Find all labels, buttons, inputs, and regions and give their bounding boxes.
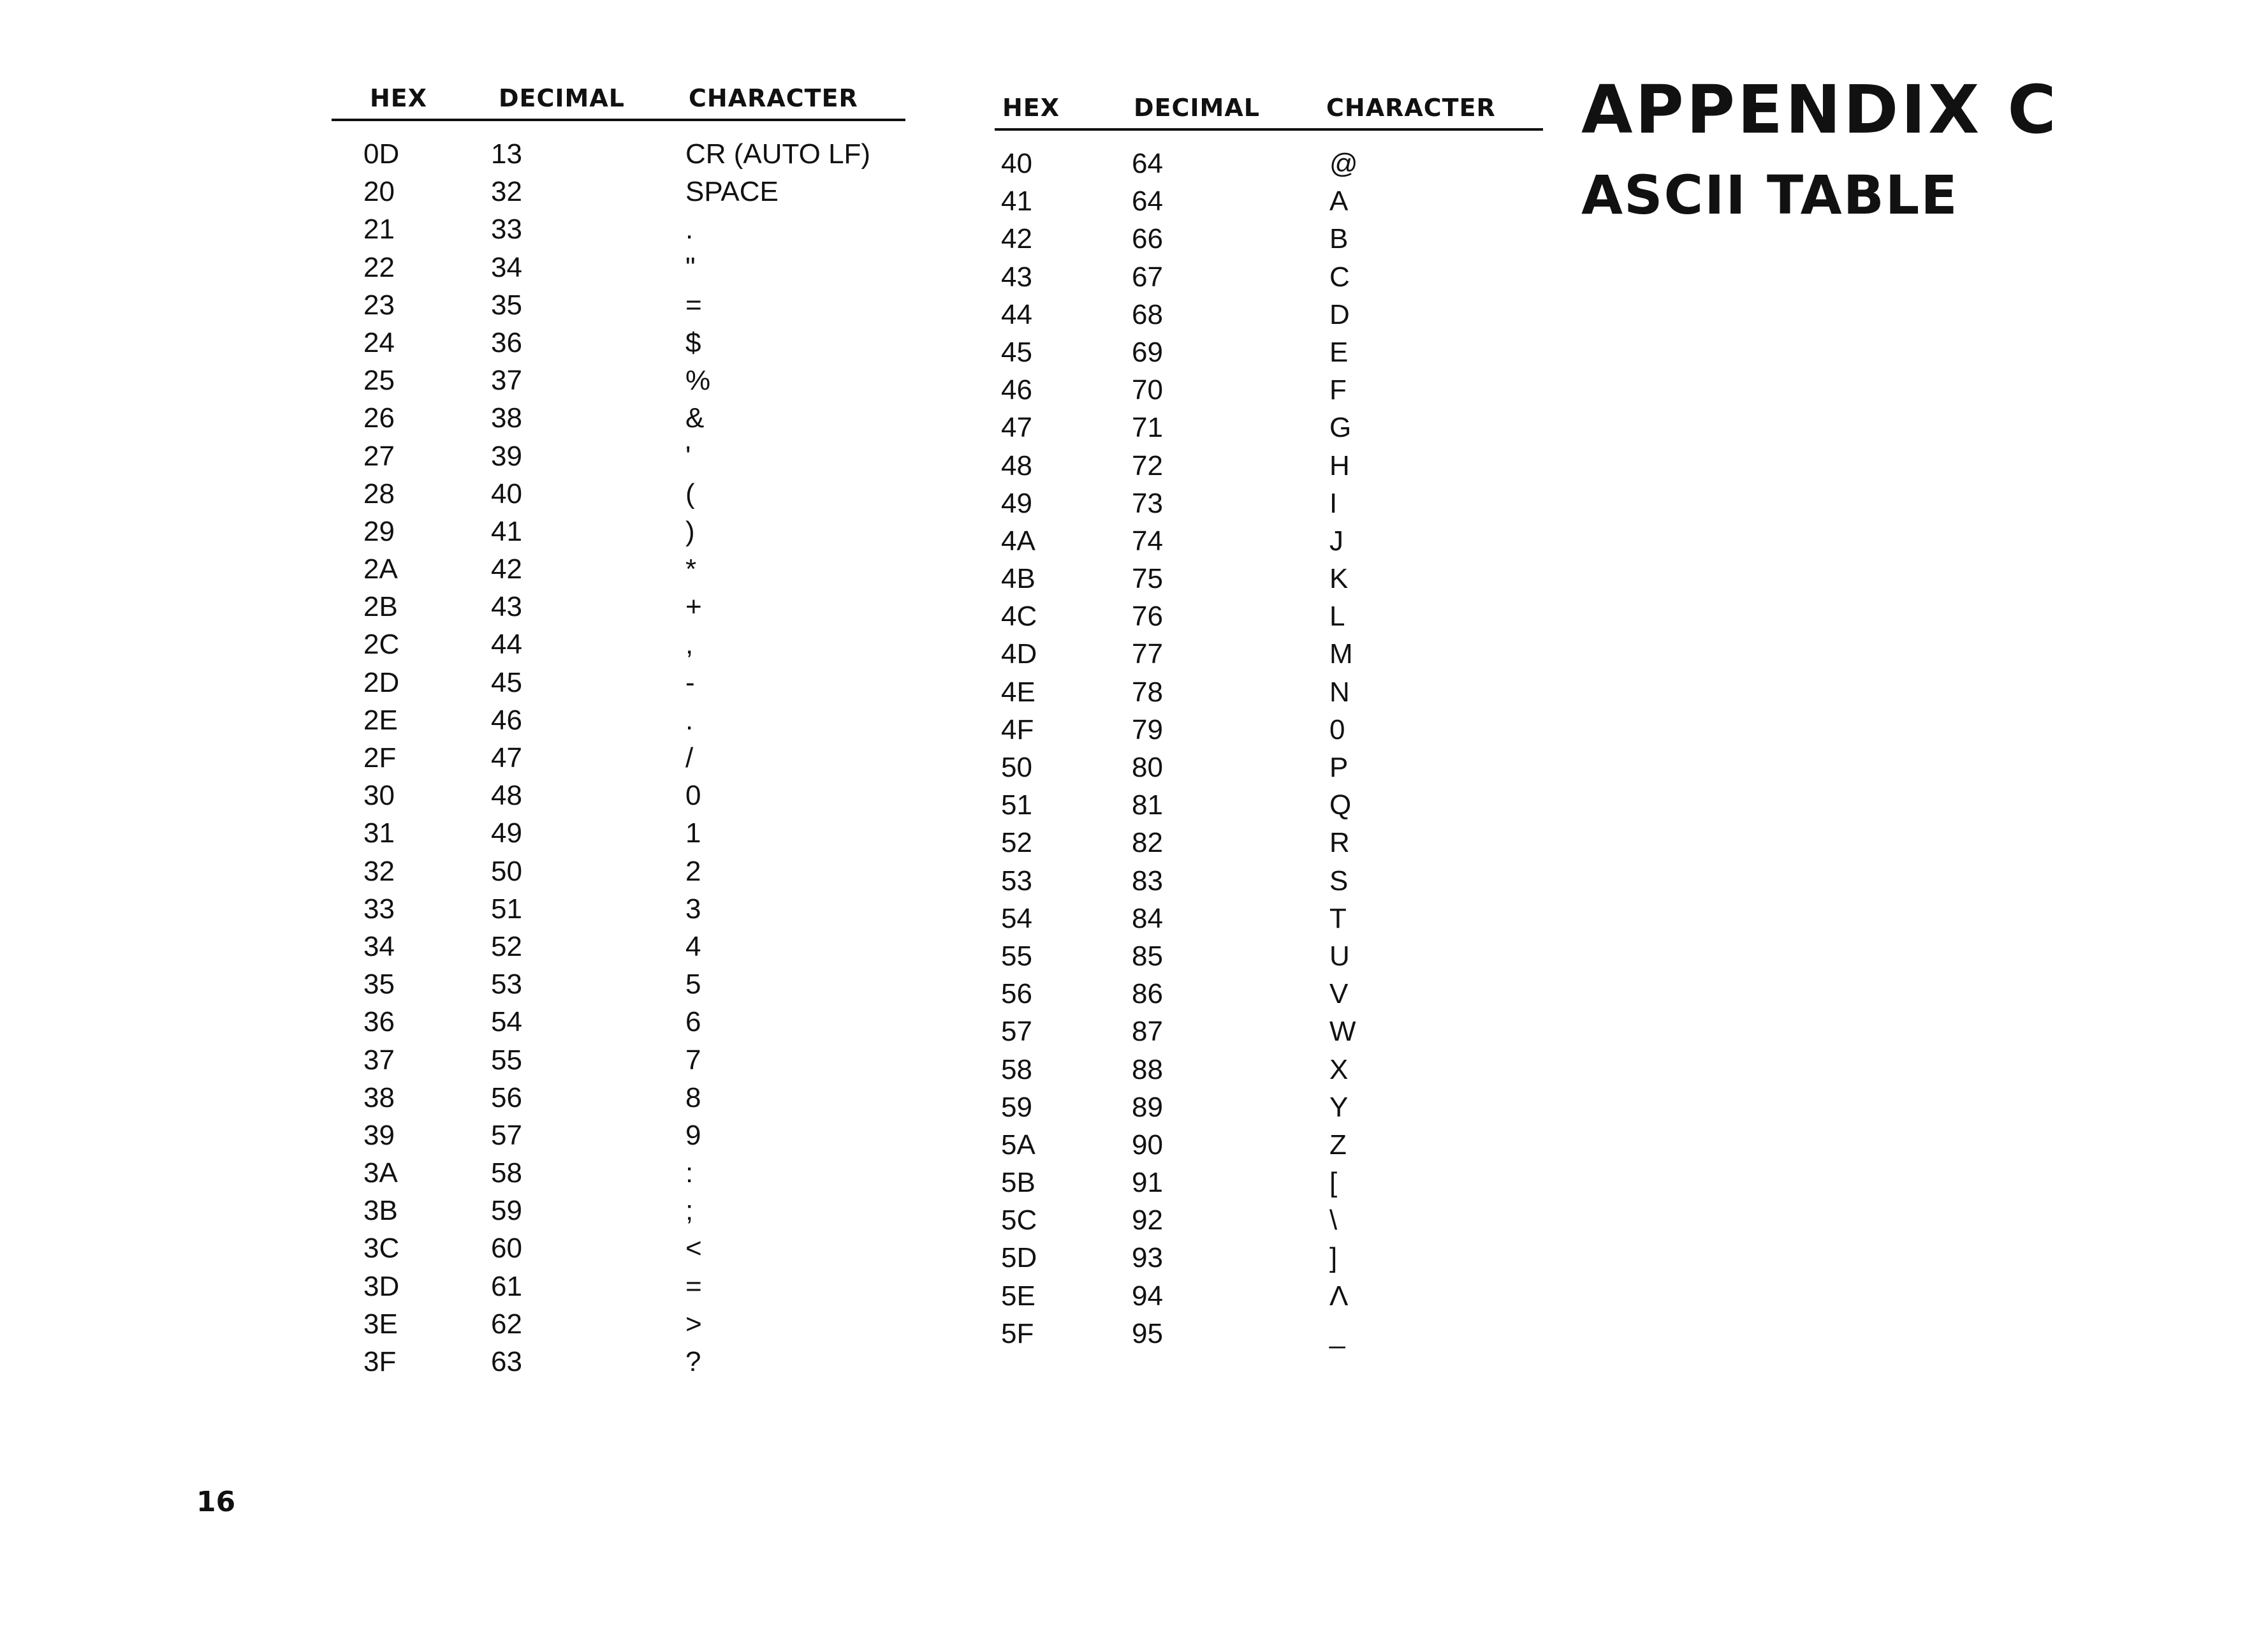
table-row <box>332 399 905 437</box>
table-row <box>332 1229 905 1267</box>
cell-hex: 4A <box>1001 525 1035 557</box>
cell-hex: 4C <box>1001 601 1037 633</box>
cell-character: CR (AUTO LF) <box>685 138 871 170</box>
table-row <box>332 739 905 777</box>
cell-character: G <box>1329 412 1352 444</box>
cell-decimal: 87 <box>1132 1016 1163 1048</box>
table-row <box>332 1117 905 1154</box>
cell-character: ' <box>685 440 691 472</box>
table-row <box>332 1003 905 1041</box>
table-row <box>995 1088 1543 1126</box>
table-row <box>332 210 905 248</box>
cell-decimal: 58 <box>491 1157 522 1189</box>
cell-character: 7 <box>685 1044 701 1076</box>
cell-decimal: 57 <box>491 1119 522 1151</box>
cell-decimal: 89 <box>1132 1091 1163 1123</box>
cell-hex: 29 <box>363 515 395 547</box>
cell-decimal: 68 <box>1132 298 1163 330</box>
cell-hex: 49 <box>1001 487 1032 519</box>
cell-decimal: 37 <box>491 365 522 397</box>
cell-character: N <box>1329 676 1350 708</box>
cell-decimal: 45 <box>491 666 522 698</box>
cell-decimal: 86 <box>1132 978 1163 1010</box>
cell-decimal: 39 <box>491 440 522 472</box>
cell-hex: 2A <box>363 553 398 585</box>
table-row <box>995 220 1543 258</box>
cell-hex: 58 <box>1001 1053 1032 1085</box>
cell-character: > <box>685 1308 702 1340</box>
cell-hex: 39 <box>363 1119 395 1151</box>
cell-decimal: 44 <box>491 629 522 661</box>
cell-hex: 2F <box>363 742 397 773</box>
cell-character: @ <box>1329 148 1358 179</box>
cell-decimal: 49 <box>491 817 522 849</box>
cell-hex: 35 <box>363 969 395 1000</box>
cell-hex: 42 <box>1001 223 1032 255</box>
header-decimal: DECIMAL <box>1134 94 1260 122</box>
cell-hex: 3F <box>363 1346 397 1377</box>
table-row <box>995 333 1543 371</box>
cell-decimal: 36 <box>491 326 522 358</box>
table-row <box>332 701 905 739</box>
table-row <box>332 1268 905 1305</box>
table-row <box>332 965 905 1003</box>
cell-character: * <box>685 553 697 585</box>
cell-decimal: 62 <box>491 1308 522 1340</box>
cell-character: I <box>1329 487 1338 519</box>
table-header <box>995 80 1543 131</box>
cell-character: J <box>1329 525 1343 557</box>
cell-hex: 57 <box>1001 1016 1032 1048</box>
cell-decimal: 73 <box>1132 487 1163 519</box>
cell-hex: 5A <box>1001 1129 1035 1161</box>
cell-hex: 22 <box>363 251 395 283</box>
cell-hex: 5D <box>1001 1242 1037 1274</box>
table-row <box>995 560 1543 597</box>
cell-decimal: 54 <box>491 1006 522 1038</box>
table-row <box>995 1239 1543 1277</box>
table-body <box>332 135 905 1381</box>
table-row <box>332 513 905 550</box>
cell-decimal: 95 <box>1132 1317 1163 1349</box>
cell-hex: 54 <box>1001 902 1032 934</box>
cell-character: M <box>1329 638 1353 670</box>
cell-decimal: 60 <box>491 1233 522 1264</box>
cell-hex: 46 <box>1001 374 1032 406</box>
table-row <box>995 1164 1543 1201</box>
cell-decimal: 56 <box>491 1081 522 1113</box>
cell-character: 1 <box>685 817 701 849</box>
cell-decimal: 92 <box>1132 1205 1163 1236</box>
table-row <box>332 777 905 814</box>
cell-hex: 59 <box>1001 1091 1032 1123</box>
cell-character: 0 <box>1329 714 1345 745</box>
cell-decimal: 40 <box>491 478 522 509</box>
table-body <box>995 145 1543 1352</box>
table-row <box>332 626 905 663</box>
table-row <box>332 814 905 852</box>
cell-hex: 41 <box>1001 186 1032 217</box>
cell-decimal: 64 <box>1132 186 1163 217</box>
page-number: 16 <box>196 1486 236 1518</box>
cell-hex: 55 <box>1001 940 1032 972</box>
cell-character: " <box>685 251 696 283</box>
cell-hex: 50 <box>1001 752 1032 783</box>
cell-decimal: 51 <box>491 893 522 925</box>
table-row <box>332 173 905 210</box>
cell-hex: 38 <box>363 1081 395 1113</box>
cell-hex: 23 <box>363 289 395 321</box>
table-row <box>332 1305 905 1343</box>
cell-decimal: 84 <box>1132 902 1163 934</box>
cell-hex: 43 <box>1001 261 1032 293</box>
cell-decimal: 59 <box>491 1195 522 1227</box>
table-row <box>995 749 1543 786</box>
cell-character: R <box>1329 827 1350 859</box>
ascii-table-right <box>995 80 1543 1352</box>
cell-hex: 3C <box>363 1233 400 1264</box>
cell-hex: 2D <box>363 666 400 698</box>
table-row <box>995 1013 1543 1050</box>
table-row <box>995 900 1543 937</box>
cell-character: - <box>685 666 695 698</box>
cell-character: Λ <box>1329 1280 1349 1312</box>
cell-character: U <box>1329 940 1350 972</box>
cell-hex: 3B <box>363 1195 398 1227</box>
table-row <box>332 588 905 626</box>
cell-character: ; <box>685 1195 694 1227</box>
cell-character: ] <box>1329 1242 1338 1274</box>
cell-character: F <box>1329 374 1347 406</box>
cell-character: C <box>1329 261 1350 293</box>
cell-decimal: 78 <box>1132 676 1163 708</box>
table-row <box>332 324 905 362</box>
table-row <box>332 1343 905 1381</box>
cell-character: . <box>685 214 694 245</box>
table-row <box>332 1154 905 1192</box>
header-hex: HEX <box>1002 94 1060 122</box>
cell-decimal: 91 <box>1132 1167 1163 1199</box>
cell-character: E <box>1329 336 1349 368</box>
table-row <box>995 258 1543 296</box>
table-row <box>332 550 905 588</box>
table-row <box>995 597 1543 635</box>
appendix-subtitle: ASCII TABLE <box>1581 164 1959 226</box>
cell-decimal: 53 <box>491 969 522 1000</box>
cell-hex: 20 <box>363 176 395 208</box>
cell-hex: 4B <box>1001 563 1035 595</box>
cell-decimal: 47 <box>491 742 522 773</box>
cell-hex: 26 <box>363 402 395 434</box>
cell-hex: 3E <box>363 1308 398 1340</box>
cell-hex: 51 <box>1001 789 1032 821</box>
cell-character: 0 <box>685 780 701 812</box>
table-row <box>995 182 1543 220</box>
cell-character: 6 <box>685 1006 701 1038</box>
cell-character: + <box>685 591 702 623</box>
cell-hex: 53 <box>1001 865 1032 897</box>
cell-character: W <box>1329 1016 1356 1048</box>
cell-hex: 5E <box>1001 1280 1035 1312</box>
cell-character: = <box>685 289 702 321</box>
cell-hex: 25 <box>363 365 395 397</box>
cell-decimal: 50 <box>491 855 522 887</box>
cell-character: 3 <box>685 893 701 925</box>
table-row <box>995 862 1543 900</box>
cell-decimal: 66 <box>1132 223 1163 255</box>
cell-decimal: 61 <box>491 1270 522 1302</box>
cell-character: Z <box>1329 1129 1347 1161</box>
cell-decimal: 33 <box>491 214 522 245</box>
table-row <box>332 286 905 324</box>
cell-character: X <box>1329 1053 1349 1085</box>
table-row <box>995 937 1543 975</box>
header-character: CHARACTER <box>1326 94 1496 122</box>
cell-decimal: 43 <box>491 591 522 623</box>
table-row <box>332 249 905 286</box>
cell-hex: 2C <box>363 629 400 661</box>
cell-decimal: 82 <box>1132 827 1163 859</box>
cell-hex: 5B <box>1001 1167 1035 1199</box>
table-row <box>995 824 1543 861</box>
cell-character: ? <box>685 1346 701 1377</box>
cell-decimal: 83 <box>1132 865 1163 897</box>
table-row <box>332 362 905 399</box>
table-row <box>332 664 905 701</box>
table-header <box>332 70 905 121</box>
table-row <box>332 1041 905 1079</box>
cell-hex: 2E <box>363 704 398 736</box>
cell-character: \ <box>1329 1205 1338 1236</box>
cell-character: A <box>1329 186 1349 217</box>
table-row <box>332 437 905 475</box>
cell-character: B <box>1329 223 1349 255</box>
table-row <box>995 409 1543 446</box>
cell-decimal: 77 <box>1132 638 1163 670</box>
cell-character: ( <box>685 478 695 509</box>
cell-hex: 30 <box>363 780 395 812</box>
cell-hex: 37 <box>363 1044 395 1076</box>
cell-decimal: 94 <box>1132 1280 1163 1312</box>
cell-decimal: 48 <box>491 780 522 812</box>
header-decimal: DECIMAL <box>499 84 625 112</box>
cell-hex: 44 <box>1001 298 1032 330</box>
cell-character: P <box>1329 752 1349 783</box>
cell-decimal: 32 <box>491 176 522 208</box>
cell-decimal: 72 <box>1132 450 1163 481</box>
cell-decimal: 67 <box>1132 261 1163 293</box>
table-row <box>995 145 1543 182</box>
cell-character: H <box>1329 450 1350 481</box>
cell-character: 4 <box>685 930 701 962</box>
cell-character: Q <box>1329 789 1352 821</box>
cell-hex: 4E <box>1001 676 1035 708</box>
header-character: CHARACTER <box>689 84 858 112</box>
cell-decimal: 41 <box>491 515 522 547</box>
cell-hex: 36 <box>363 1006 395 1038</box>
table-row <box>332 135 905 173</box>
cell-hex: 45 <box>1001 336 1032 368</box>
table-row <box>995 1201 1543 1239</box>
cell-decimal: 85 <box>1132 940 1163 972</box>
table-row <box>995 371 1543 409</box>
table-row <box>995 673 1543 711</box>
cell-character: % <box>685 365 711 397</box>
cell-decimal: 52 <box>491 930 522 962</box>
cell-hex: 0D <box>363 138 400 170</box>
cell-decimal: 80 <box>1132 752 1163 783</box>
cell-character: _ <box>1329 1317 1345 1349</box>
cell-hex: 56 <box>1001 978 1032 1010</box>
cell-decimal: 64 <box>1132 148 1163 179</box>
table-row <box>995 485 1543 522</box>
cell-decimal: 88 <box>1132 1053 1163 1085</box>
cell-decimal: 42 <box>491 553 522 585</box>
header-hex: HEX <box>370 84 428 112</box>
table-row <box>995 975 1543 1013</box>
table-row <box>995 447 1543 485</box>
cell-decimal: 74 <box>1132 525 1163 557</box>
cell-hex: 52 <box>1001 827 1032 859</box>
table-row <box>995 1315 1543 1352</box>
cell-decimal: 38 <box>491 402 522 434</box>
cell-character: < <box>685 1233 702 1264</box>
cell-character: 8 <box>685 1081 701 1113</box>
cell-character: , <box>685 629 694 661</box>
cell-character: 2 <box>685 855 701 887</box>
table-row <box>332 1192 905 1229</box>
cell-character: V <box>1329 978 1349 1010</box>
cell-hex: 3D <box>363 1270 400 1302</box>
cell-character: ) <box>685 515 695 547</box>
cell-hex: 27 <box>363 440 395 472</box>
cell-character: : <box>685 1157 694 1189</box>
cell-hex: 32 <box>363 855 395 887</box>
cell-character: 9 <box>685 1119 701 1151</box>
cell-hex: 31 <box>363 817 395 849</box>
cell-decimal: 79 <box>1132 714 1163 745</box>
cell-character: [ <box>1329 1167 1338 1199</box>
cell-decimal: 63 <box>491 1346 522 1377</box>
cell-character: K <box>1329 563 1349 595</box>
cell-decimal: 71 <box>1132 412 1163 444</box>
cell-character: . <box>685 704 694 736</box>
cell-hex: 24 <box>363 326 395 358</box>
cell-character: Y <box>1329 1091 1349 1123</box>
cell-hex: 2B <box>363 591 398 623</box>
cell-decimal: 76 <box>1132 601 1163 633</box>
cell-character: T <box>1329 902 1347 934</box>
cell-character: / <box>685 742 694 773</box>
cell-decimal: 35 <box>491 289 522 321</box>
cell-hex: 33 <box>363 893 395 925</box>
cell-hex: 4F <box>1001 714 1034 745</box>
table-row <box>995 1051 1543 1088</box>
table-row <box>332 475 905 513</box>
cell-character: SPACE <box>685 176 779 208</box>
cell-character: $ <box>685 326 701 358</box>
cell-decimal: 70 <box>1132 374 1163 406</box>
cell-hex: 3A <box>363 1157 398 1189</box>
cell-hex: 5C <box>1001 1205 1037 1236</box>
cell-decimal: 75 <box>1132 563 1163 595</box>
ascii-table-left <box>332 70 905 1381</box>
cell-character: L <box>1329 601 1345 633</box>
table-row <box>332 853 905 890</box>
cell-hex: 28 <box>363 478 395 509</box>
cell-hex: 40 <box>1001 148 1032 179</box>
cell-decimal: 93 <box>1132 1242 1163 1274</box>
cell-hex: 5F <box>1001 1317 1034 1349</box>
cell-character: & <box>685 402 705 434</box>
cell-character: D <box>1329 298 1350 330</box>
cell-character: S <box>1329 865 1349 897</box>
table-row <box>995 786 1543 824</box>
cell-decimal: 90 <box>1132 1129 1163 1161</box>
cell-hex: 4D <box>1001 638 1037 670</box>
cell-character: 5 <box>685 969 701 1000</box>
cell-decimal: 55 <box>491 1044 522 1076</box>
table-row <box>995 522 1543 560</box>
cell-decimal: 13 <box>491 138 522 170</box>
table-row <box>332 928 905 965</box>
cell-decimal: 69 <box>1132 336 1163 368</box>
cell-hex: 34 <box>363 930 395 962</box>
cell-decimal: 81 <box>1132 789 1163 821</box>
table-row <box>995 635 1543 673</box>
table-row <box>995 711 1543 749</box>
table-row <box>332 1079 905 1117</box>
cell-hex: 48 <box>1001 450 1032 481</box>
appendix-title: APPENDIX C <box>1581 71 2059 149</box>
table-row <box>995 296 1543 333</box>
appendix-title-block <box>1581 71 2219 226</box>
cell-decimal: 46 <box>491 704 522 736</box>
cell-hex: 47 <box>1001 412 1032 444</box>
table-row <box>995 1126 1543 1164</box>
table-row <box>332 890 905 928</box>
cell-hex: 21 <box>363 214 395 245</box>
cell-decimal: 34 <box>491 251 522 283</box>
table-row <box>995 1277 1543 1315</box>
cell-character: = <box>685 1270 702 1302</box>
